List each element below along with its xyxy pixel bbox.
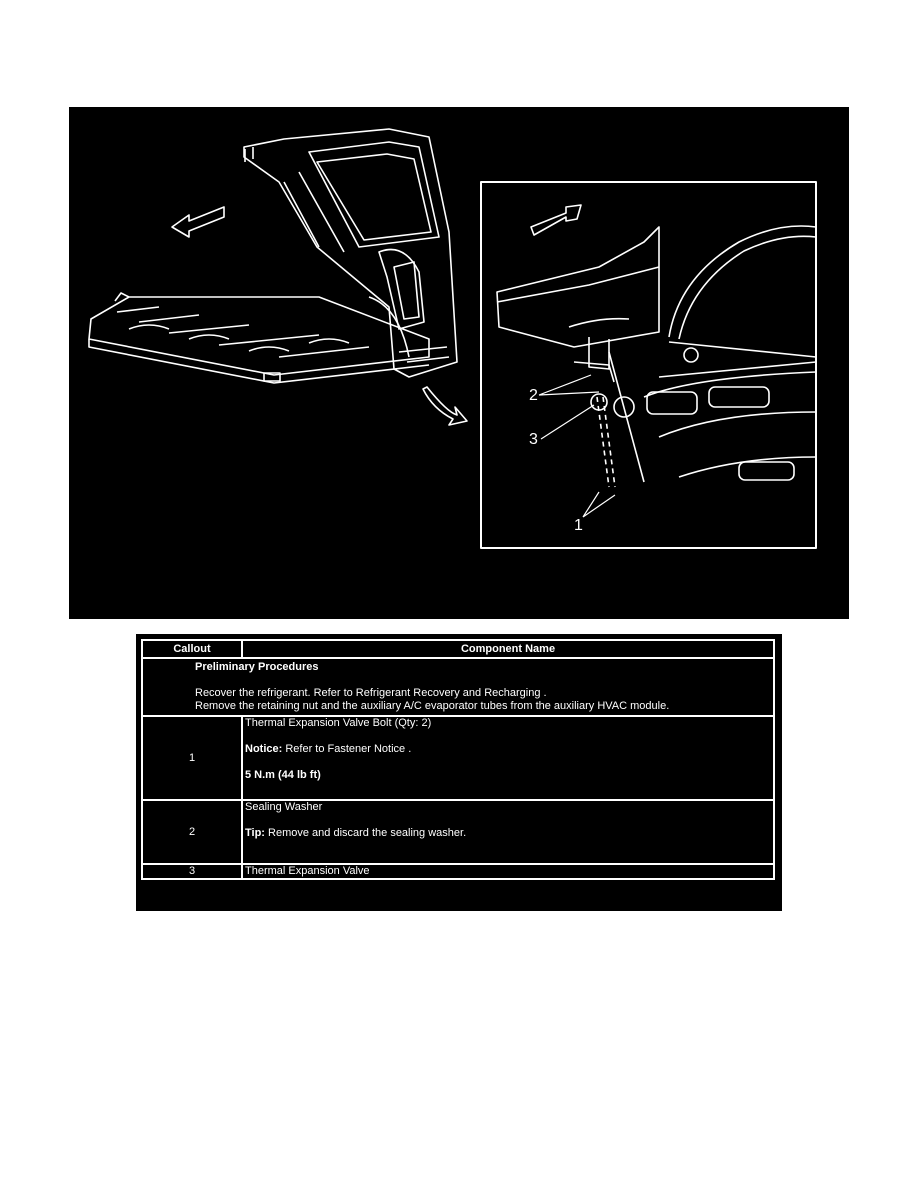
notice-label: Notice: — [245, 743, 283, 755]
torque-spec: 5 N.m (44 lb ft) — [245, 769, 321, 781]
header-component-name: Component Name — [242, 640, 774, 658]
callout-1: 1 — [574, 517, 583, 534]
floor-panel — [89, 293, 429, 383]
table-row — [142, 800, 774, 864]
callout-number: 3 — [142, 864, 242, 879]
component-name: Thermal Expansion Valve — [242, 864, 774, 879]
detail-inset — [481, 182, 816, 548]
tip-text: Remove and discard the sealing washer. — [264, 827, 467, 839]
preliminary-step: Remove the retaining nut and the auxiliary A/C evaporator tubes from the auxiliary HVAC module. — [195, 700, 670, 712]
callout-2: 2 — [529, 387, 538, 404]
tip-label: Tip: — [245, 827, 265, 839]
header-callout: Callout — [142, 640, 242, 658]
curved-arrow-icon — [423, 387, 467, 425]
callout-number: 2 — [142, 800, 242, 864]
callout-3: 3 — [529, 431, 538, 448]
preliminary-title: Preliminary Procedures — [195, 661, 319, 673]
callouts — [529, 387, 583, 534]
preliminary-row — [142, 658, 774, 716]
arrow-right-icon — [531, 205, 581, 235]
arrow-left-icon — [172, 207, 224, 237]
component-name: Thermal Expansion Valve Bolt (Qty: 2) — [245, 717, 432, 729]
callout-number: 1 — [142, 716, 242, 800]
service-illustration — [69, 107, 849, 619]
notice-text: Refer to Fastener Notice . — [282, 743, 412, 755]
component-name: Sealing Washer — [245, 801, 323, 813]
table-row — [142, 716, 774, 800]
table-row — [142, 864, 774, 879]
component-table — [136, 634, 782, 911]
preliminary-step: Recover the refrigerant. Refer to Refrigerant Recovery and Recharging . — [195, 687, 547, 699]
